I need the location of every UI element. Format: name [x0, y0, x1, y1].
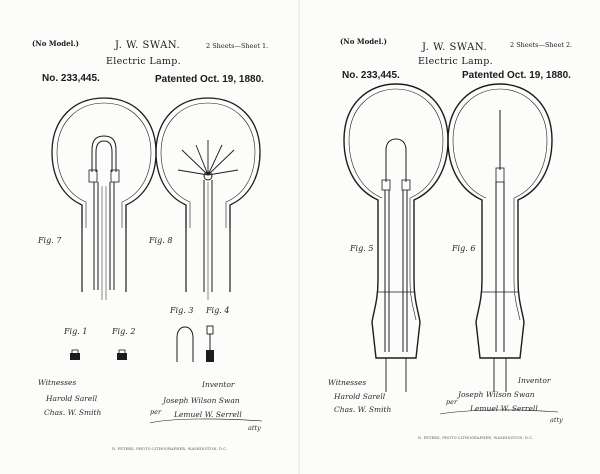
fig5-lamp-drawing — [344, 84, 448, 392]
patent-title: Electric Lamp. — [106, 56, 181, 67]
attorney-signature: Lemuel W. Serrell — [174, 410, 242, 419]
attorney-suffix: atty — [550, 416, 563, 424]
witnesses-label: Witnesses — [38, 378, 77, 387]
fig-3-label: Fig. 3 — [170, 306, 194, 315]
patent-number: No. 233,445. — [342, 70, 400, 81]
per-label: per — [150, 408, 162, 416]
fig-5-label: Fig. 5 — [350, 244, 374, 253]
fig6-lamp-drawing — [448, 84, 552, 392]
inventor-name: J. W. SWAN. — [422, 42, 488, 53]
fig-2-label: Fig. 2 — [112, 327, 136, 336]
fig-8-label: Fig. 8 — [149, 236, 173, 245]
sheet-count: 2 Sheets—Sheet 2. — [510, 41, 573, 49]
patent-date: Patented Oct. 19, 1880. — [155, 74, 264, 85]
witness-1: Harold Sarell — [334, 392, 386, 401]
witness-2: Chas. W. Smith — [44, 408, 102, 417]
patent-sheet-2 — [300, 0, 600, 474]
fig-1-label: Fig. 1 — [64, 327, 88, 336]
fig1-fig2-parts-drawing — [70, 350, 127, 360]
fig-6-label: Fig. 6 — [452, 244, 476, 253]
patent-number: No. 233,445. — [42, 73, 100, 84]
fig-7-label: Fig. 7 — [38, 236, 62, 245]
signature-underline — [150, 419, 262, 423]
no-model-label: (No Model.) — [340, 37, 387, 46]
inventor-signature: Joseph Wilson Swan — [458, 390, 535, 399]
inventor-name: J. W. SWAN. — [115, 40, 181, 51]
fig3-fig4-parts-drawing — [177, 326, 214, 362]
sheet-count: 2 Sheets—Sheet 1. — [206, 42, 269, 50]
per-label: per — [446, 398, 458, 406]
lithographer-footer: N. PETERS, PHOTO-LITHOGRAPHER, WASHINGTON, D.C. — [418, 436, 534, 440]
lithographer-footer: N. PETERS, PHOTO-LITHOGRAPHER, WASHINGTON, D.C. — [112, 447, 228, 451]
witness-2: Chas. W. Smith — [334, 405, 392, 414]
witnesses-label: Witnesses — [328, 378, 367, 387]
patent-title: Electric Lamp. — [418, 56, 493, 67]
attorney-suffix: atty — [248, 424, 261, 432]
inventor-label: Inventor — [202, 380, 235, 389]
fig-4-label: Fig. 4 — [206, 306, 230, 315]
inventor-signature: Joseph Wilson Swan — [163, 396, 240, 405]
fig7-lamp-drawing — [52, 98, 156, 300]
fig8-lamp-drawing — [156, 98, 260, 300]
patent-date: Patented Oct. 19, 1880. — [462, 70, 571, 81]
witness-1: Harold Sarell — [46, 394, 98, 403]
inventor-label: Inventor — [518, 376, 551, 385]
no-model-label: (No Model.) — [32, 39, 79, 48]
attorney-signature: Lemuel W. Serrell — [470, 404, 538, 413]
